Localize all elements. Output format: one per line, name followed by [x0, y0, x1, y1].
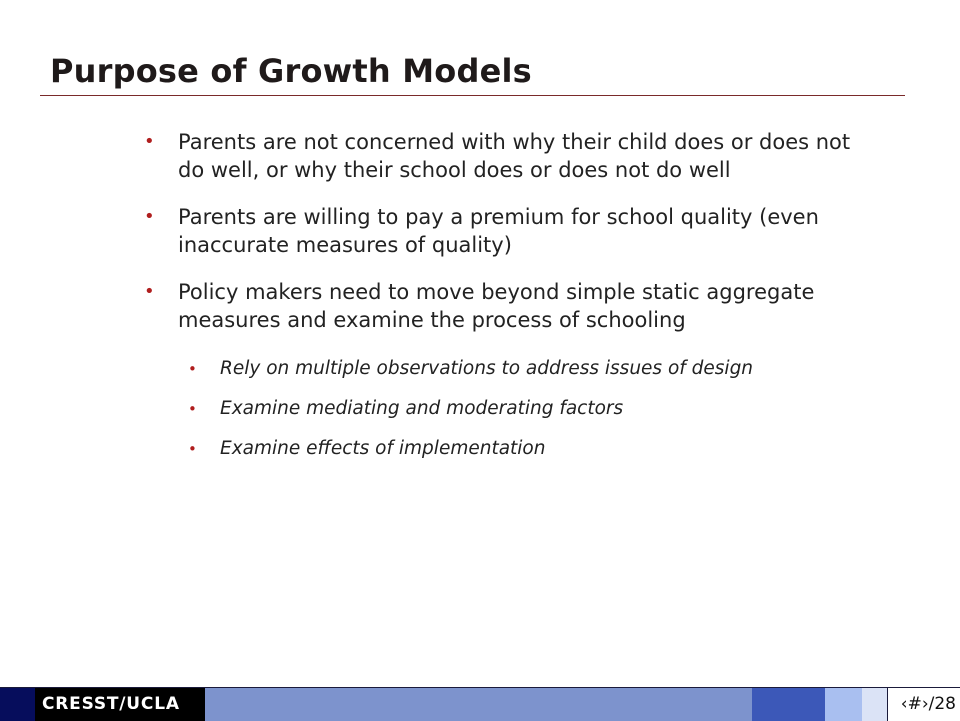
bullet-text: Policy makers need to move beyond simple static aggregate measures and examine the process of schooling [178, 280, 815, 332]
slide-title: Purpose of Growth Models [50, 52, 532, 90]
sub-bullet-icon: • [188, 360, 197, 378]
footer-light-block [825, 688, 862, 721]
footer-blue-block [752, 688, 825, 721]
footer-bar [0, 687, 960, 721]
sub-bullet-text: Examine effects of implementation [220, 438, 546, 459]
sub-bullet-item [140, 356, 860, 382]
sub-bullet-item [140, 436, 860, 462]
sub-bullet-text: Rely on multiple observations to address issues of design [220, 358, 754, 379]
footer-mid-block [205, 688, 752, 721]
sub-bullet-text: Examine mediating and moderating factors [220, 398, 624, 419]
sub-bullet-icon: • [188, 400, 197, 418]
footer-pale-block [862, 688, 887, 721]
footer-page-box [887, 688, 960, 721]
bullet-icon: • [144, 131, 155, 152]
footer-brand: CRESST/UCLA [42, 694, 180, 714]
bullet-text: Parents are willing to pay a premium for school quality (even inaccurate measures of quality) [178, 205, 819, 257]
sub-bullet-item [140, 396, 860, 422]
title-underline [40, 95, 905, 96]
bullet-item [140, 203, 860, 259]
bullet-text: Parents are not concerned with why their child does or does not do well, or why their school does or does not do well [178, 130, 851, 182]
page-number: ‹#›/28 [900, 694, 956, 714]
bullet-item [140, 128, 860, 184]
bullet-list [140, 128, 860, 476]
bullet-item [140, 278, 860, 334]
bullet-icon: • [144, 206, 155, 227]
footer-navy-block [0, 688, 35, 721]
sub-bullet-icon: • [188, 440, 197, 458]
bullet-icon: • [144, 281, 155, 302]
